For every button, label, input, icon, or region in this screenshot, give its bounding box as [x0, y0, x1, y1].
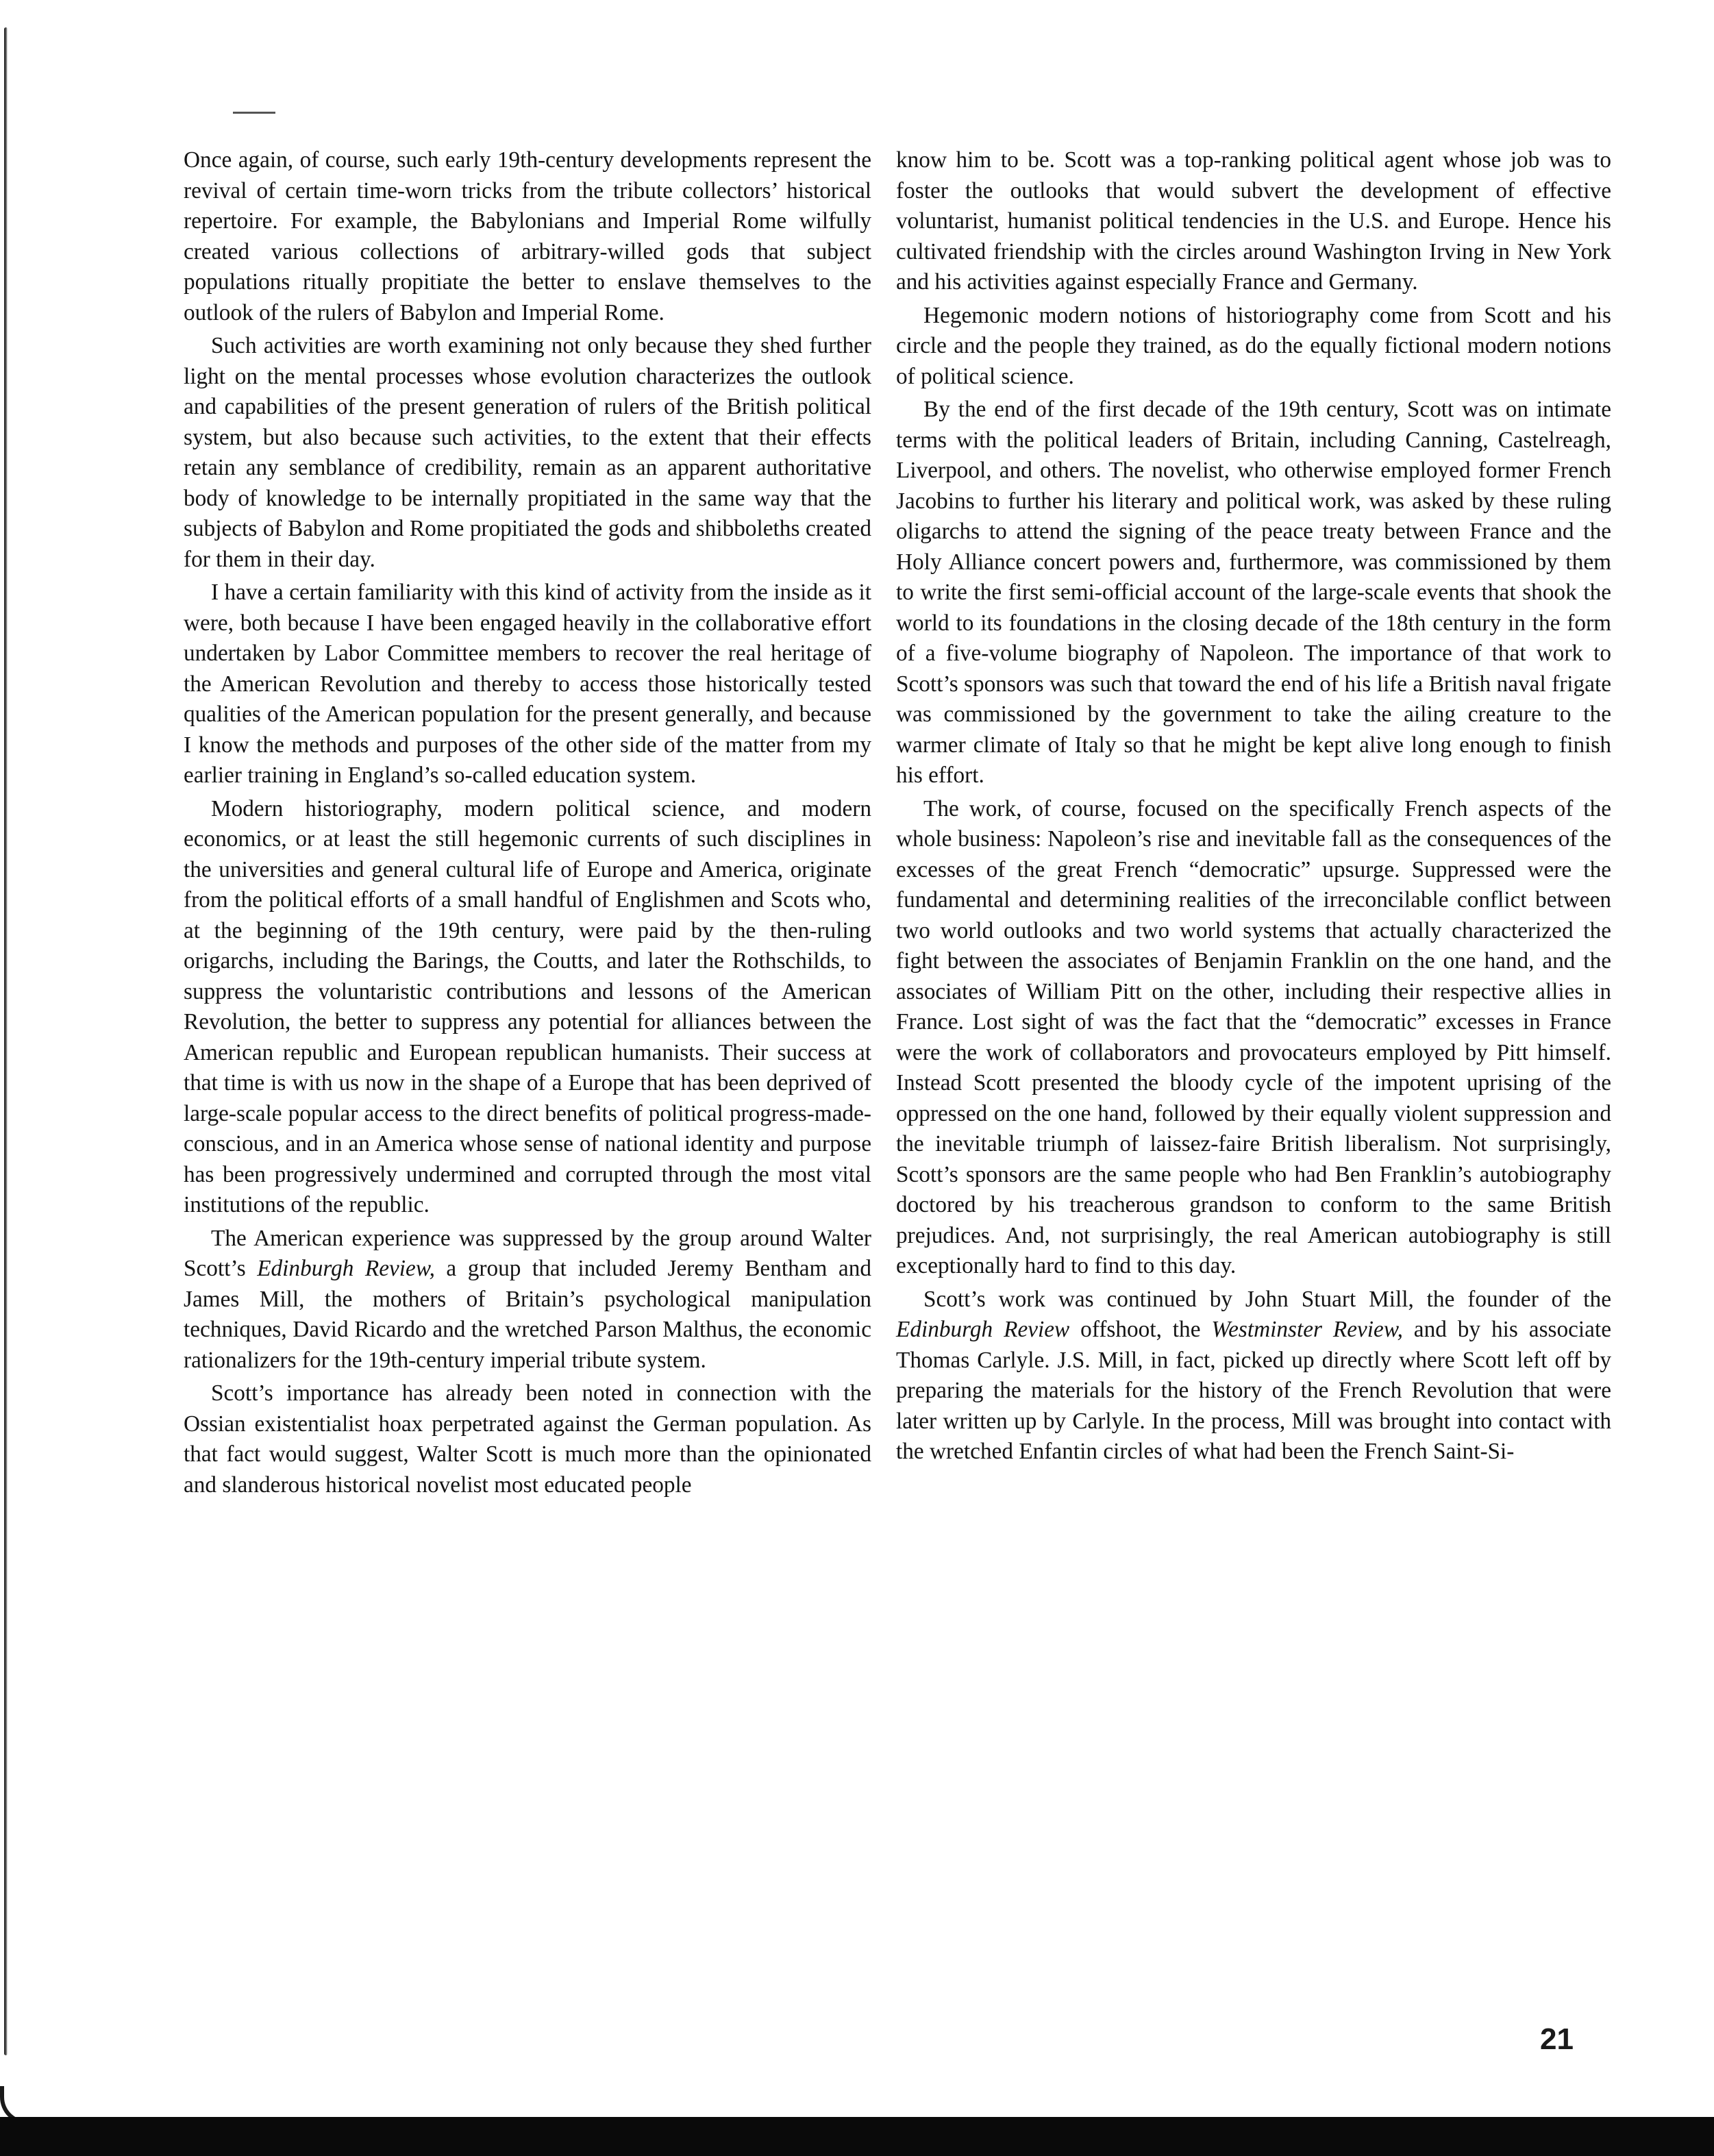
paragraph — [184, 1378, 871, 1500]
paragraph-text: Modern historiography, modern political science, and modern economics, or at least the still hegemonic currents of such disciplines in the universities and general cultural life of Europe and America, originate from the political efforts of a small handful of Englishmen and Scots who, at the beginning of the 19th century, were paid by the then-ruling origarchs, including the Barings, the Coutts, and later the Rothschilds, to suppress the voluntaristic contributions and lessons of the American Revolution, the better to suppress any potential for alliances between the American republic and European republican humanists. Their success at that time is with us now in the shape of a Europe that has been deprived of large-scale popular access to the direct benefits of political progress-made-conscious, and in an America whose sense of national identity and purpose has been progressively undermined and corrupted through the most vital institutions of the republic. — [184, 795, 871, 1217]
paragraph-text: know him to be. Scott was a top-ranking political agent whose job was to foster the outlooks that would subvert the development of effective voluntarist, humanist political tendencies in the U.S. and Europe. Hence his cultivated friendship with the circles around Washington Irving in New York and his activities against especially France and Germany. — [896, 147, 1611, 295]
italic-title: Westminster Review, — [1211, 1317, 1403, 1342]
right-column — [896, 145, 1611, 1470]
paragraph — [896, 794, 1611, 1282]
scan-bottom-border — [0, 2117, 1714, 2156]
paragraph — [896, 145, 1611, 298]
paragraph-text: Scott’s work was continued by John Stuart Mill, the founder of the — [923, 1286, 1611, 1312]
page-number: 21 — [1540, 2022, 1574, 2056]
left-column — [184, 145, 871, 1503]
paragraph — [184, 331, 871, 575]
paragraph — [896, 395, 1611, 791]
paragraph-text: The work, of course, focused on the specifically French aspects of the whole business: Napoleon’s rise and inevitable fall as the consequences of the excesses of the great French “democratic” upsurge. Suppressed were the fundamental and determining realities of the irreconcilable conflict between two world outlooks and two world systems that actually characterized the fight between the associates of Benjamin Franklin on the one hand, and the associates of William Pitt on the other, including their respective allies in France. Lost sight of was the fact that the “democratic” excesses in France were the work of collaborators and provocateurs employed by Pitt himself. Instead Scott presented the bloody cycle of the impotent uprising of the oppressed on the one hand, followed by their equally violent suppression and the inevitable triumph of laissez-faire British liberalism. Not surprisingly, Scott’s sponsors are the same people who had Ben Franklin’s autobiography doctored by his treacherous grandson to conform to the same British prejudices. And, not surprisingly, the real American autobiography is still exceptionally hard to find to this day. — [896, 795, 1611, 1278]
paragraph-text: Once again, of course, such early 19th-century developments represent the revival of certain time-worn tricks from the tribute collectors’ historical repertoire. For example, the Babylonians and Imperial Rome wilfully created various collections of arbitrary-willed gods that subject populations ritually propitiate the better to enslave themselves to the outlook of the rulers of Babylon and Imperial Rome. — [184, 147, 871, 325]
paragraph-text: By the end of the first decade of the 19th century, Scott was on intimate terms with the political leaders of Britain, including Canning, Castelreagh, Liverpool, and others. The novelist, who otherwise employed former French Jacobins to further his literary and political work, was asked by these ruling oligarchs to attend the signing of the peace treaty between France and the Holy Alliance concert powers and, furthermore, was commissioned by them to write the first semi-official account of the large-scale events that shook the world to its foundations in the closing decade of the 18th century in the form of a five-volume biography of Napoleon. The importance of that work to Scott’s sponsors was such that toward the end of his life a British naval frigate was commissioned by the government to take the ailing creature to the warmer climate of Italy so that he might be kept alive long enough to finish his effort. — [896, 397, 1611, 788]
paragraph — [896, 1285, 1611, 1467]
paragraph — [184, 145, 871, 328]
paragraph — [896, 301, 1611, 393]
binding-edge — [4, 27, 8, 2055]
paragraph-text: a group that included Jeremy Bentham and James Mill, the mothers of Britain’s psychological manipulation techniques, David Ricardo and the wretched Parson Malthus, the economic rationalizers for the 19th-century imperial tribute system. — [184, 1256, 872, 1373]
paragraph-text: Such activities are worth examining not only because they shed further light on the mental processes whose evolution characterizes the outlook and capabilities of the present generation of rulers of the British political system, but also because such activities, to the extent that their effects retain any semblance of credibility, remain as an apparent authoritative body of knowledge to be internally propitiated in the same way that the subjects of Babylon and Rome propitiated the gods and shibboleths created for them in their day. — [184, 333, 871, 572]
paragraph-text: The American experience was suppressed by the group around Walter Scott’s — [184, 1225, 871, 1281]
paragraph-text: and by his associate Thomas Carlyle. J.S. Mill, in fact, picked up directly where Scott left off by preparing the materials for the history of the French Revolution that were later written up by Carlyle. In the process, Mill was brought into contact with the wretched Enfantin circles of what had been the French Saint-Si- — [896, 1317, 1611, 1464]
italic-title: Edinburgh Review — [896, 1317, 1070, 1342]
paragraph — [184, 578, 871, 791]
paragraph-text: Scott’s importance has already been noted in connection with the Ossian existentialist hoax perpetrated against the German population. As that fact would suggest, Walter Scott is much more than the opinionated and slanderous historical novelist most educated people — [184, 1380, 871, 1498]
paragraph-text: I have a certain familiarity with this kind of activity from the inside as it were, both because I have been engaged heavily in the collaborative effort undertaken by Labor Committee members to recover the real heritage of the American Revolution and thereby to access those historically tested qualities of the American population for the present generally, and because I know the methods and purposes of the other side of the matter from my earlier training in England’s so-called education system. — [184, 580, 871, 788]
paragraph-text: Hegemonic modern notions of historiography come from Scott and his circle and the people they trained, as do the equally fictional modern notions of political science. — [896, 302, 1611, 389]
italic-title: Edinburgh Review, — [257, 1256, 435, 1281]
paragraph — [184, 1224, 871, 1376]
paragraph-text: offshoot, the — [1069, 1317, 1212, 1342]
decorative-rule — [233, 112, 275, 114]
paragraph — [184, 794, 871, 1221]
